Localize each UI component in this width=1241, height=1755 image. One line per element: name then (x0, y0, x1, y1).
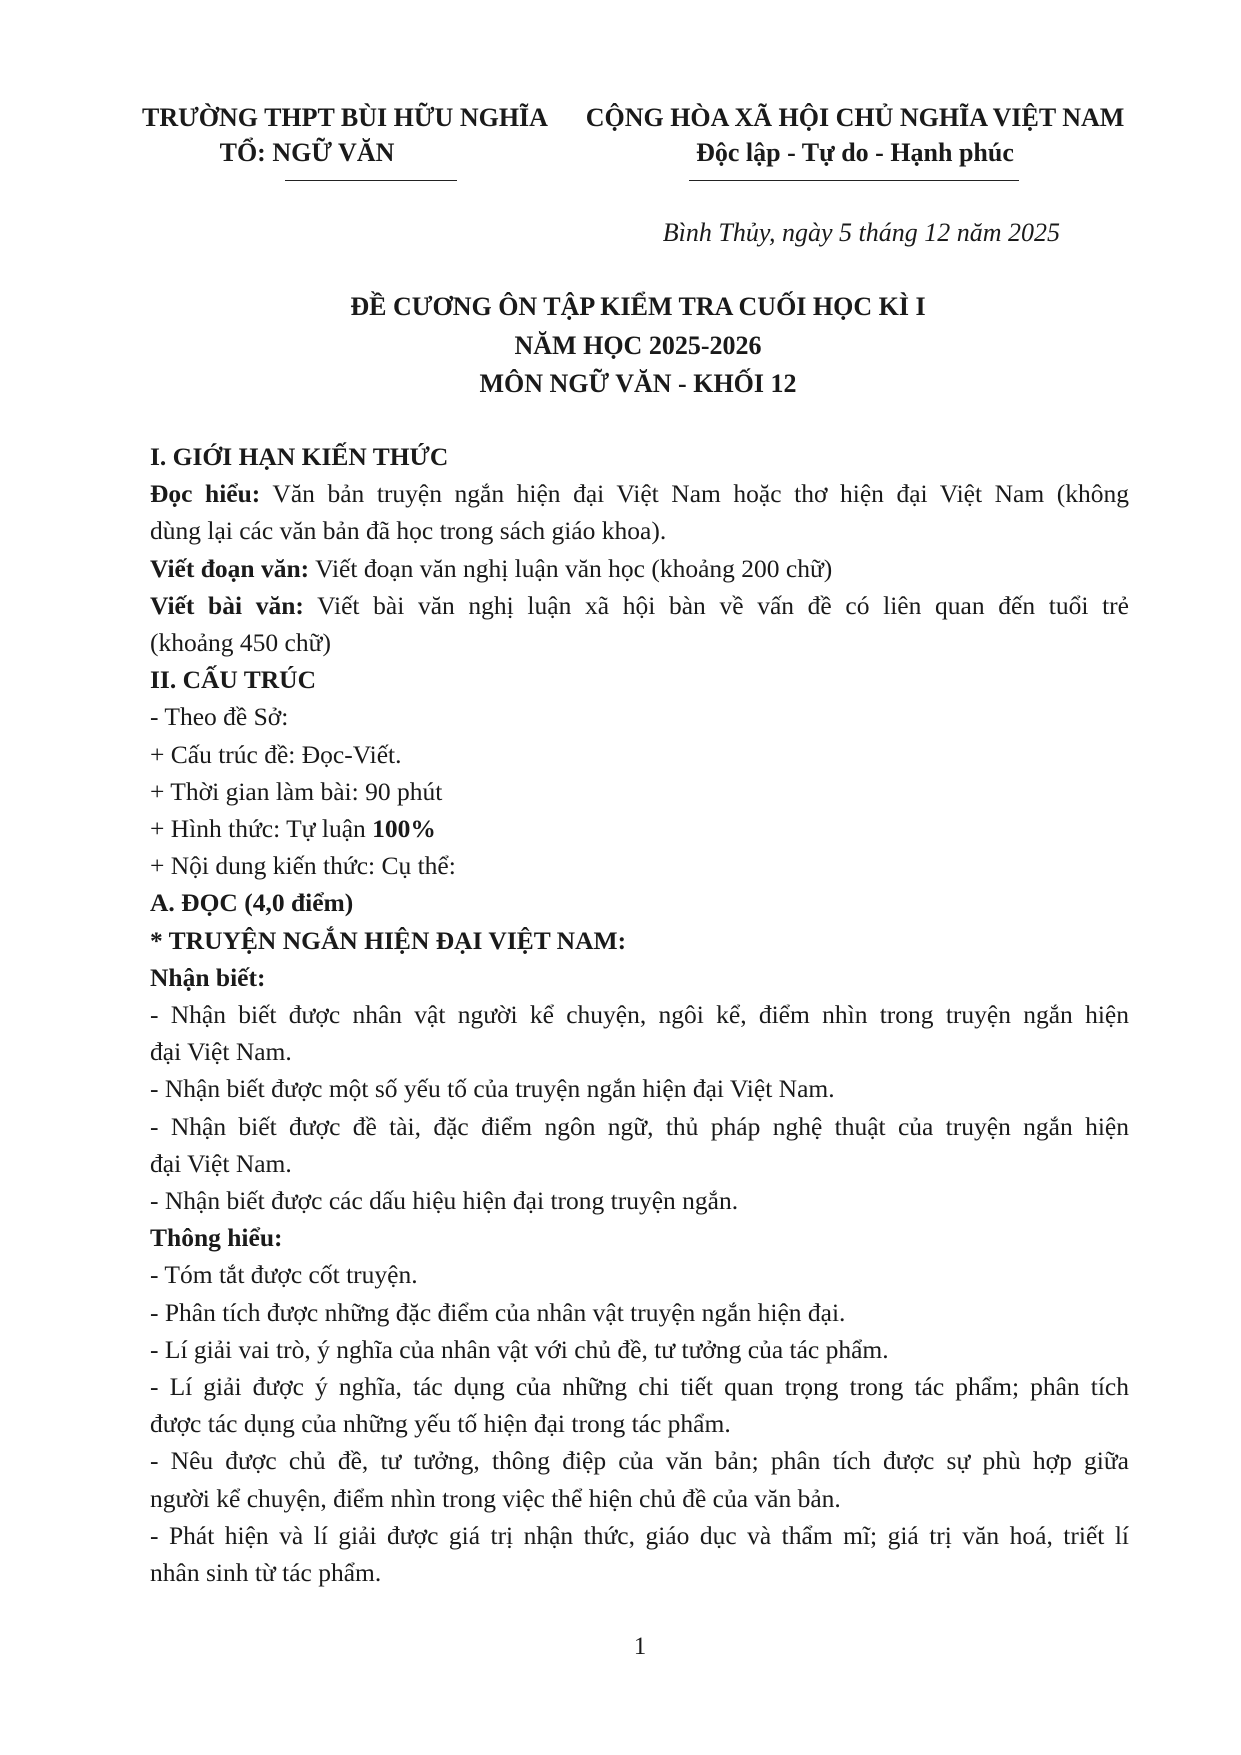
list-item: - Phát hiện và lí giải được giá trị nhận thức, giáo dục và thẩm mĩ; giá trị văn hoá, triết lí (150, 1520, 1129, 1550)
format-line (150, 810, 1129, 847)
list-item: - Nhận biết được nhân vật người kể chuyện, ngôi kể, điểm nhìn trong truyện ngắn hiện (150, 1000, 1129, 1030)
list-item: - Lí giải được ý nghĩa, tác dụng của những chi tiết quan trọng trong tác phẩm; phân tích (150, 1372, 1129, 1402)
format-prefix: + Hình thức: Tự luận (150, 814, 373, 844)
viet-doan-text: Viết đoạn văn nghị luận văn học (khoảng 200 chữ) (309, 553, 833, 583)
viet-doan-line (150, 550, 1129, 587)
department-name: TỔ: NGỮ VĂN (219, 138, 395, 167)
list-item: nhân sinh từ tác phẩm. (150, 1558, 382, 1588)
dateline: Bình Thủy, ngày 5 tháng 12 năm 2025 (662, 218, 1060, 247)
list-item: - Phân tích được những đặc điểm của nhân vật truyện ngắn hiện đại. (150, 1297, 846, 1327)
list-item: - Nêu được chủ đề, tư tưởng, thông điệp của văn bản; phân tích được sự phù hợp giữa (150, 1446, 1129, 1476)
list-item: - Nhận biết được một số yếu tố của truyện ngắn hiện đại Việt Nam. (150, 1074, 835, 1104)
document-title (140, 288, 1136, 404)
viet-bai-label: Viết bài văn: (150, 590, 304, 620)
structure-item: - Theo đề Sở: (150, 702, 289, 732)
school-underline (285, 180, 457, 181)
page-number: 1 (633, 1633, 647, 1660)
content-line: + Nội dung kiến thức: Cụ thể: (150, 851, 456, 881)
nhan-biet-heading: Nhận biết: (150, 962, 266, 992)
title-line-3: MÔN NGỮ VĂN - KHỐI 12 (479, 369, 797, 398)
list-item: đại Việt Nam. (150, 1037, 292, 1067)
viet-doan-label: Viết đoạn văn: (150, 553, 310, 583)
structure-item: + Cấu trúc đề: Đọc-Viết. (150, 739, 402, 769)
viet-bai-text: Viết bài văn nghị luận xã hội bàn về vấn đề có liên quan đến tuổi trẻ (303, 590, 1129, 620)
doc-hieu-line-2: dùng lại các văn bản đã học trong sách giáo khoa). (150, 516, 667, 546)
list-item: được tác dụng của những yếu tố hiện đại trong tác phẩm. (150, 1409, 731, 1439)
nation-motto: Độc lập - Tự do - Hạnh phúc (696, 138, 1014, 167)
section-2-heading: II. CẤU TRÚC (150, 665, 317, 695)
school-header (142, 101, 548, 171)
doc-hieu-text: Văn bản truyện ngắn hiện đại Việt Nam hoặc thơ hiện đại Việt Nam (không (260, 479, 1129, 509)
doc-hieu-label: Đọc hiểu: (150, 479, 261, 509)
list-item: - Nhận biết được đề tài, đặc điểm ngôn ngữ, thủ pháp nghệ thuật của truyện ngắn hiện (150, 1111, 1129, 1141)
list-item: - Nhận biết được các dấu hiệu hiện đại trong truyện ngắn. (150, 1186, 739, 1216)
nation-header (570, 101, 1140, 171)
format-value: 100% (372, 814, 436, 844)
structure-item: + Thời gian làm bài: 90 phút (150, 776, 443, 806)
nation-name: CỘNG HÒA XÃ HỘI CHỦ NGHĨA VIỆT NAM (585, 103, 1125, 132)
section-1-heading: I. GIỚI HẠN KIẾN THỨC (150, 442, 449, 471)
viet-bai-line (150, 587, 1129, 624)
title-line-1: ĐỀ CƯƠNG ÔN TẬP KIỂM TRA CUỐI HỌC KÌ I (350, 292, 926, 321)
title-line-2: NĂM HỌC 2025-2026 (514, 330, 762, 360)
thong-hieu-heading: Thông hiểu: (150, 1223, 283, 1253)
viet-bai-line-2: (khoảng 450 chữ) (150, 628, 331, 658)
list-item: đại Việt Nam. (150, 1148, 292, 1178)
part-a-heading: A. ĐỌC (4,0 điểm) (150, 888, 354, 918)
list-item: người kể chuyện, điểm nhìn trong việc thể hiện chủ đề của văn bản. (150, 1483, 841, 1513)
list-item: - Lí giải vai trò, ý nghĩa của nhân vật với chủ đề, tư tưởng của tác phẩm. (150, 1334, 889, 1364)
list-item: - Tóm tắt được cốt truyện. (150, 1260, 418, 1290)
motto-underline (689, 180, 1019, 181)
document-body (150, 438, 1129, 1591)
genre-heading: * TRUYỆN NGẮN HIỆN ĐẠI VIỆT NAM: (150, 925, 627, 955)
doc-hieu-line (150, 475, 1129, 512)
school-name: TRƯỜNG THPT BÙI HỮU NGHĨA (142, 103, 548, 132)
